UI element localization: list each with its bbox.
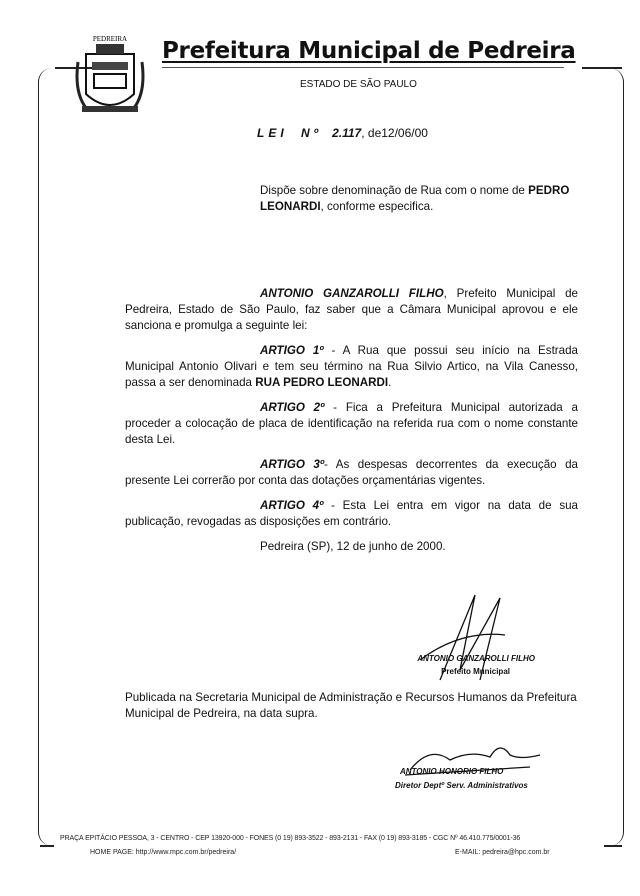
- article-2-text: - Fica a Prefeitura Municipal autorizada a proceder a colocação de placa de identificação na referida rua com o nome constante desta Lei.: [125, 401, 578, 446]
- director-signature-role: Diretor Deptº Serv. Administrativos: [395, 781, 528, 790]
- summary-name: PEDRO LEONARDI: [260, 184, 570, 213]
- date-place: Pedreira (SP), 12 de junho de 2000.: [260, 540, 446, 553]
- article-4-label: ARTIGO 4º: [260, 499, 324, 512]
- law-label: LEI: [257, 126, 288, 140]
- footer-homepage[interactable]: HOME PAGE: http://www.mpc.com.br/pedreira/: [90, 849, 237, 856]
- law-body: [125, 286, 578, 555]
- intro-text: , Prefeito Municipal de Pedreira, Estado de São Paulo, faz saber que a Câmara Municipal aprovou e ele sanciona e promulga a seguinte lei:: [125, 287, 578, 332]
- article-3: [125, 457, 578, 489]
- article-2-label: ARTIGO 2º: [260, 401, 325, 414]
- mayor-signature-role: Prefeito Municipal: [441, 667, 510, 676]
- director-signature: [400, 735, 550, 785]
- law-heading: [257, 126, 428, 140]
- footer-rule-left: [40, 845, 54, 847]
- summary-text: Dispõe sobre denominação de Rua com o nome de: [260, 184, 529, 197]
- summary-text-end: , conforme especifica.: [320, 200, 434, 213]
- director-signature-name: ANTONIO HONORIO FILHO: [400, 767, 504, 776]
- header-rule-right: [582, 67, 622, 69]
- law-number-label: Nº: [301, 126, 323, 140]
- article-4: [125, 498, 578, 530]
- crest-text: PEDREIRA: [92, 35, 128, 43]
- municipal-crest-logo: [74, 32, 146, 132]
- footer-address: PRAÇA EPITÁCIO PESSOA, 3 - CENTRO - CEP 13920-000 - FONES (0 19) 893-3522 - 893-2131 - FAX (0 19) 893-3185 - CGC Nº 46.410.775/0001-36: [60, 835, 521, 842]
- publication-note: Publicada na Secretaria Municipal de Administração e Recursos Humanos da Prefeitura Municipal de Pedreira, na data supra.: [125, 691, 577, 720]
- article-2: [125, 400, 578, 448]
- article-4-text: - Esta Lei entra em vigor na data de sua publicação, revogadas as disposições em contrário.: [125, 499, 579, 528]
- footer-rule-right: [604, 845, 622, 847]
- article-1-label: ARTIGO 1º: [260, 344, 324, 357]
- law-number: 2.117: [332, 126, 362, 140]
- mayor-name: ANTONIO GANZAROLLI FILHO: [260, 287, 444, 300]
- title-double-rule: [162, 67, 564, 68]
- state-subtitle: ESTADO DE SÃO PAULO: [300, 79, 417, 90]
- law-summary: [260, 183, 578, 215]
- article-3-label: ARTIGO 3º: [260, 458, 325, 471]
- page-title: Prefeitura Municipal de Pedreira: [162, 38, 576, 64]
- article-3-text: - As despesas decorrentes da execução da presente Lei correrão por conta das dotações orçamentárias vigentes.: [125, 458, 578, 487]
- article-1: ARTIGO 1º - A Rua que possui seu início na Estrada Municipal Antonio Olivari e tem seu término na Rua Silvio Artico, na Vila Canesso, passa a ser denominada RUA PEDRO LEONARDI.: [125, 344, 578, 389]
- article-1-text: - A Rua que possui seu início na Estrada Municipal Antonio Olivari e tem seu término na Rua Silvio Artico, na Vila Canesso, passa a ser denominada: [125, 344, 578, 389]
- footer-email[interactable]: E-MAIL: pedreira@hpc.com.br: [455, 849, 550, 856]
- law-date: , de12/06/00: [361, 126, 428, 140]
- mayor-signature-name: ANTONIO GANZAROLLI FILHO: [417, 654, 535, 663]
- intro-paragraph: [125, 286, 578, 334]
- street-name: RUA PEDRO LEONARDI: [255, 376, 389, 389]
